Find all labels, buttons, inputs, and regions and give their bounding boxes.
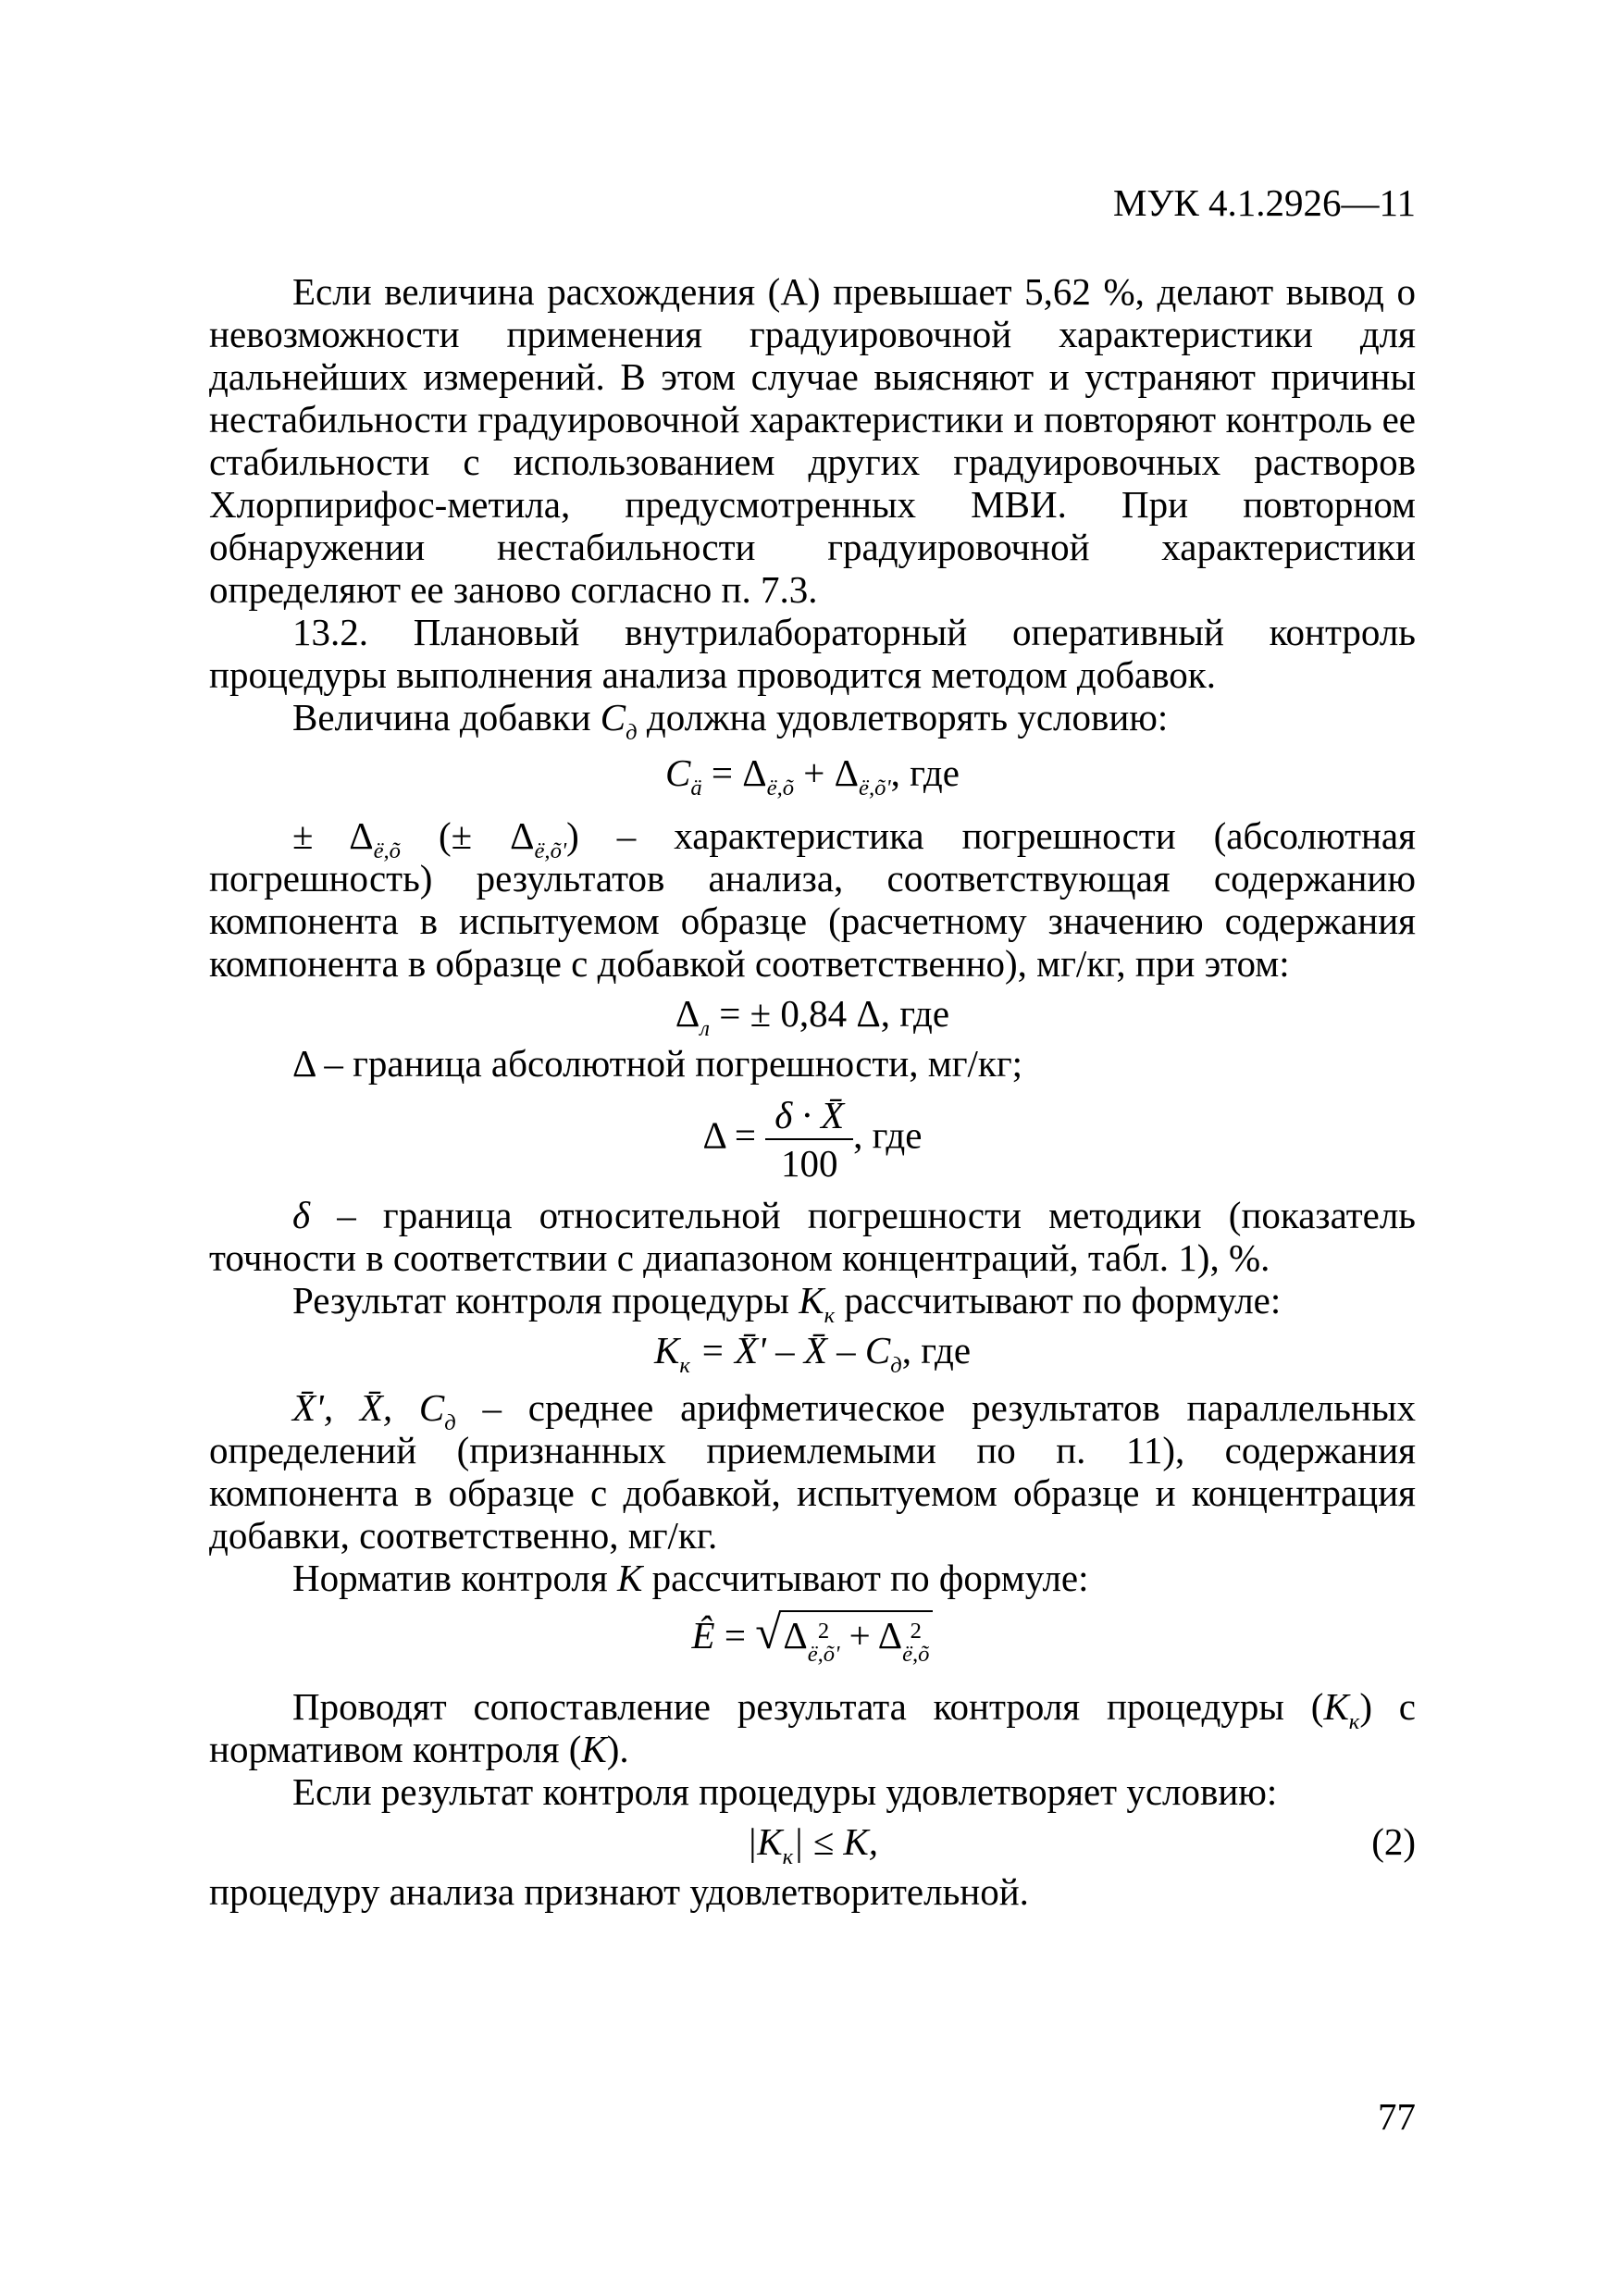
paragraph-additive-condition: Величина добавки $C_д$ должна удовлетворять условию: [292,696,1169,745]
paragraph-control-standard: Норматив контроля K рассчитывают по формуле: [292,1557,1089,1599]
paragraph-error-characteristic: ± $\Delta_{ë,õ}$ (± $\Delta_{ë,õ'}$) – характеристика погрешности (абсолютная погрешность) результатов анализа, соответствующая содержанию компонента в испытуемом образце (расчетному значению содержания компонента в образце с добавкой соответственно), мг/кг, при этом: [209,814,1416,985]
paragraph-relative-error: δ – граница относительной погрешности методики (показатель точности в соответствии с диапазоном концентраций, табл. 1), %. [209,1194,1416,1279]
paragraph-mean-definitions: X̄', X̄, $C_д$ – среднее арифметическое результатов параллельных определений (признанных приемлемыми по п. 11), содержания компонента в образце с добавкой, испытуемом образце и концентрация добавки, соответственно, мг/кг. [209,1386,1416,1557]
formula-acceptance-condition: $|K_к| \le K$, (2) [746,1820,1416,1869]
paragraph-conclusion: процедуру анализа признают удовлетворительной. [209,1870,1029,1914]
formula-delta-l: $\Delta_л$ = ± 0,84 Δ, где [675,992,950,1041]
paragraph-planned-control: 13.2. Плановый внутрилабораторный оперативный контроль процедуры выполнения анализа проводится методом добавок. [209,611,1416,696]
formula-control-result: $K_к$ = X̄' – X̄ – $C_д$, где [653,1329,972,1378]
formula-delta: Δ = $\frac{\delta \cdot X̄}{100}$ , где [702,1094,923,1185]
page-number: 77 [1378,2095,1416,2138]
paragraph-absolute-error: Δ – граница абсолютной погрешности, мг/кг; [292,1042,1023,1085]
paragraph-control-result: Результат контроля процедуры $K_к$ рассчитывают по формуле: [292,1279,1282,1328]
radicand: Δ 2 ë,õ' + Δ 2 ë,õ [779,1610,933,1667]
formula-control-standard: Ê = √Δ 2 ë,õ' + Δ 2 ë,õ [209,1610,1416,1667]
paragraph-condition-intro: Если результат контроля процедуры удовлетворяет условию: [292,1770,1278,1814]
equation-number: (2) [1371,1820,1416,1864]
page-body [209,270,1416,1913]
document-code-header: МУК 4.1.2926—11 [1112,181,1416,224]
fraction: $\frac{\delta \cdot X̄}{100}$ [765,1094,853,1185]
paragraph-discrepancy: Если величина расхождения (A) превышает 5,62 %, делают вывод о невозможности применения градуировочной характеристики для дальнейших измерений. В этом случае выясняют и устраняют причины нестабильности градуировочной характеристики и повторяют контроль ее стабильности с использованием других градуировочных растворов Хлорпирифос-метила, предусмотренных МВИ. При повторном обнаружении нестабильности градуировочной характеристики определяют ее заново согласно п. 7.3. [209,270,1416,611]
paragraph-comparison: Проводят сопоставление результата контроля процедуры $(K_к)$ с нормативом контроля (K). [209,1685,1416,1771]
formula-additive: $C_ä = \Delta_{ë,õ} + \Delta_{ë,õ'}$, где [665,751,960,800]
